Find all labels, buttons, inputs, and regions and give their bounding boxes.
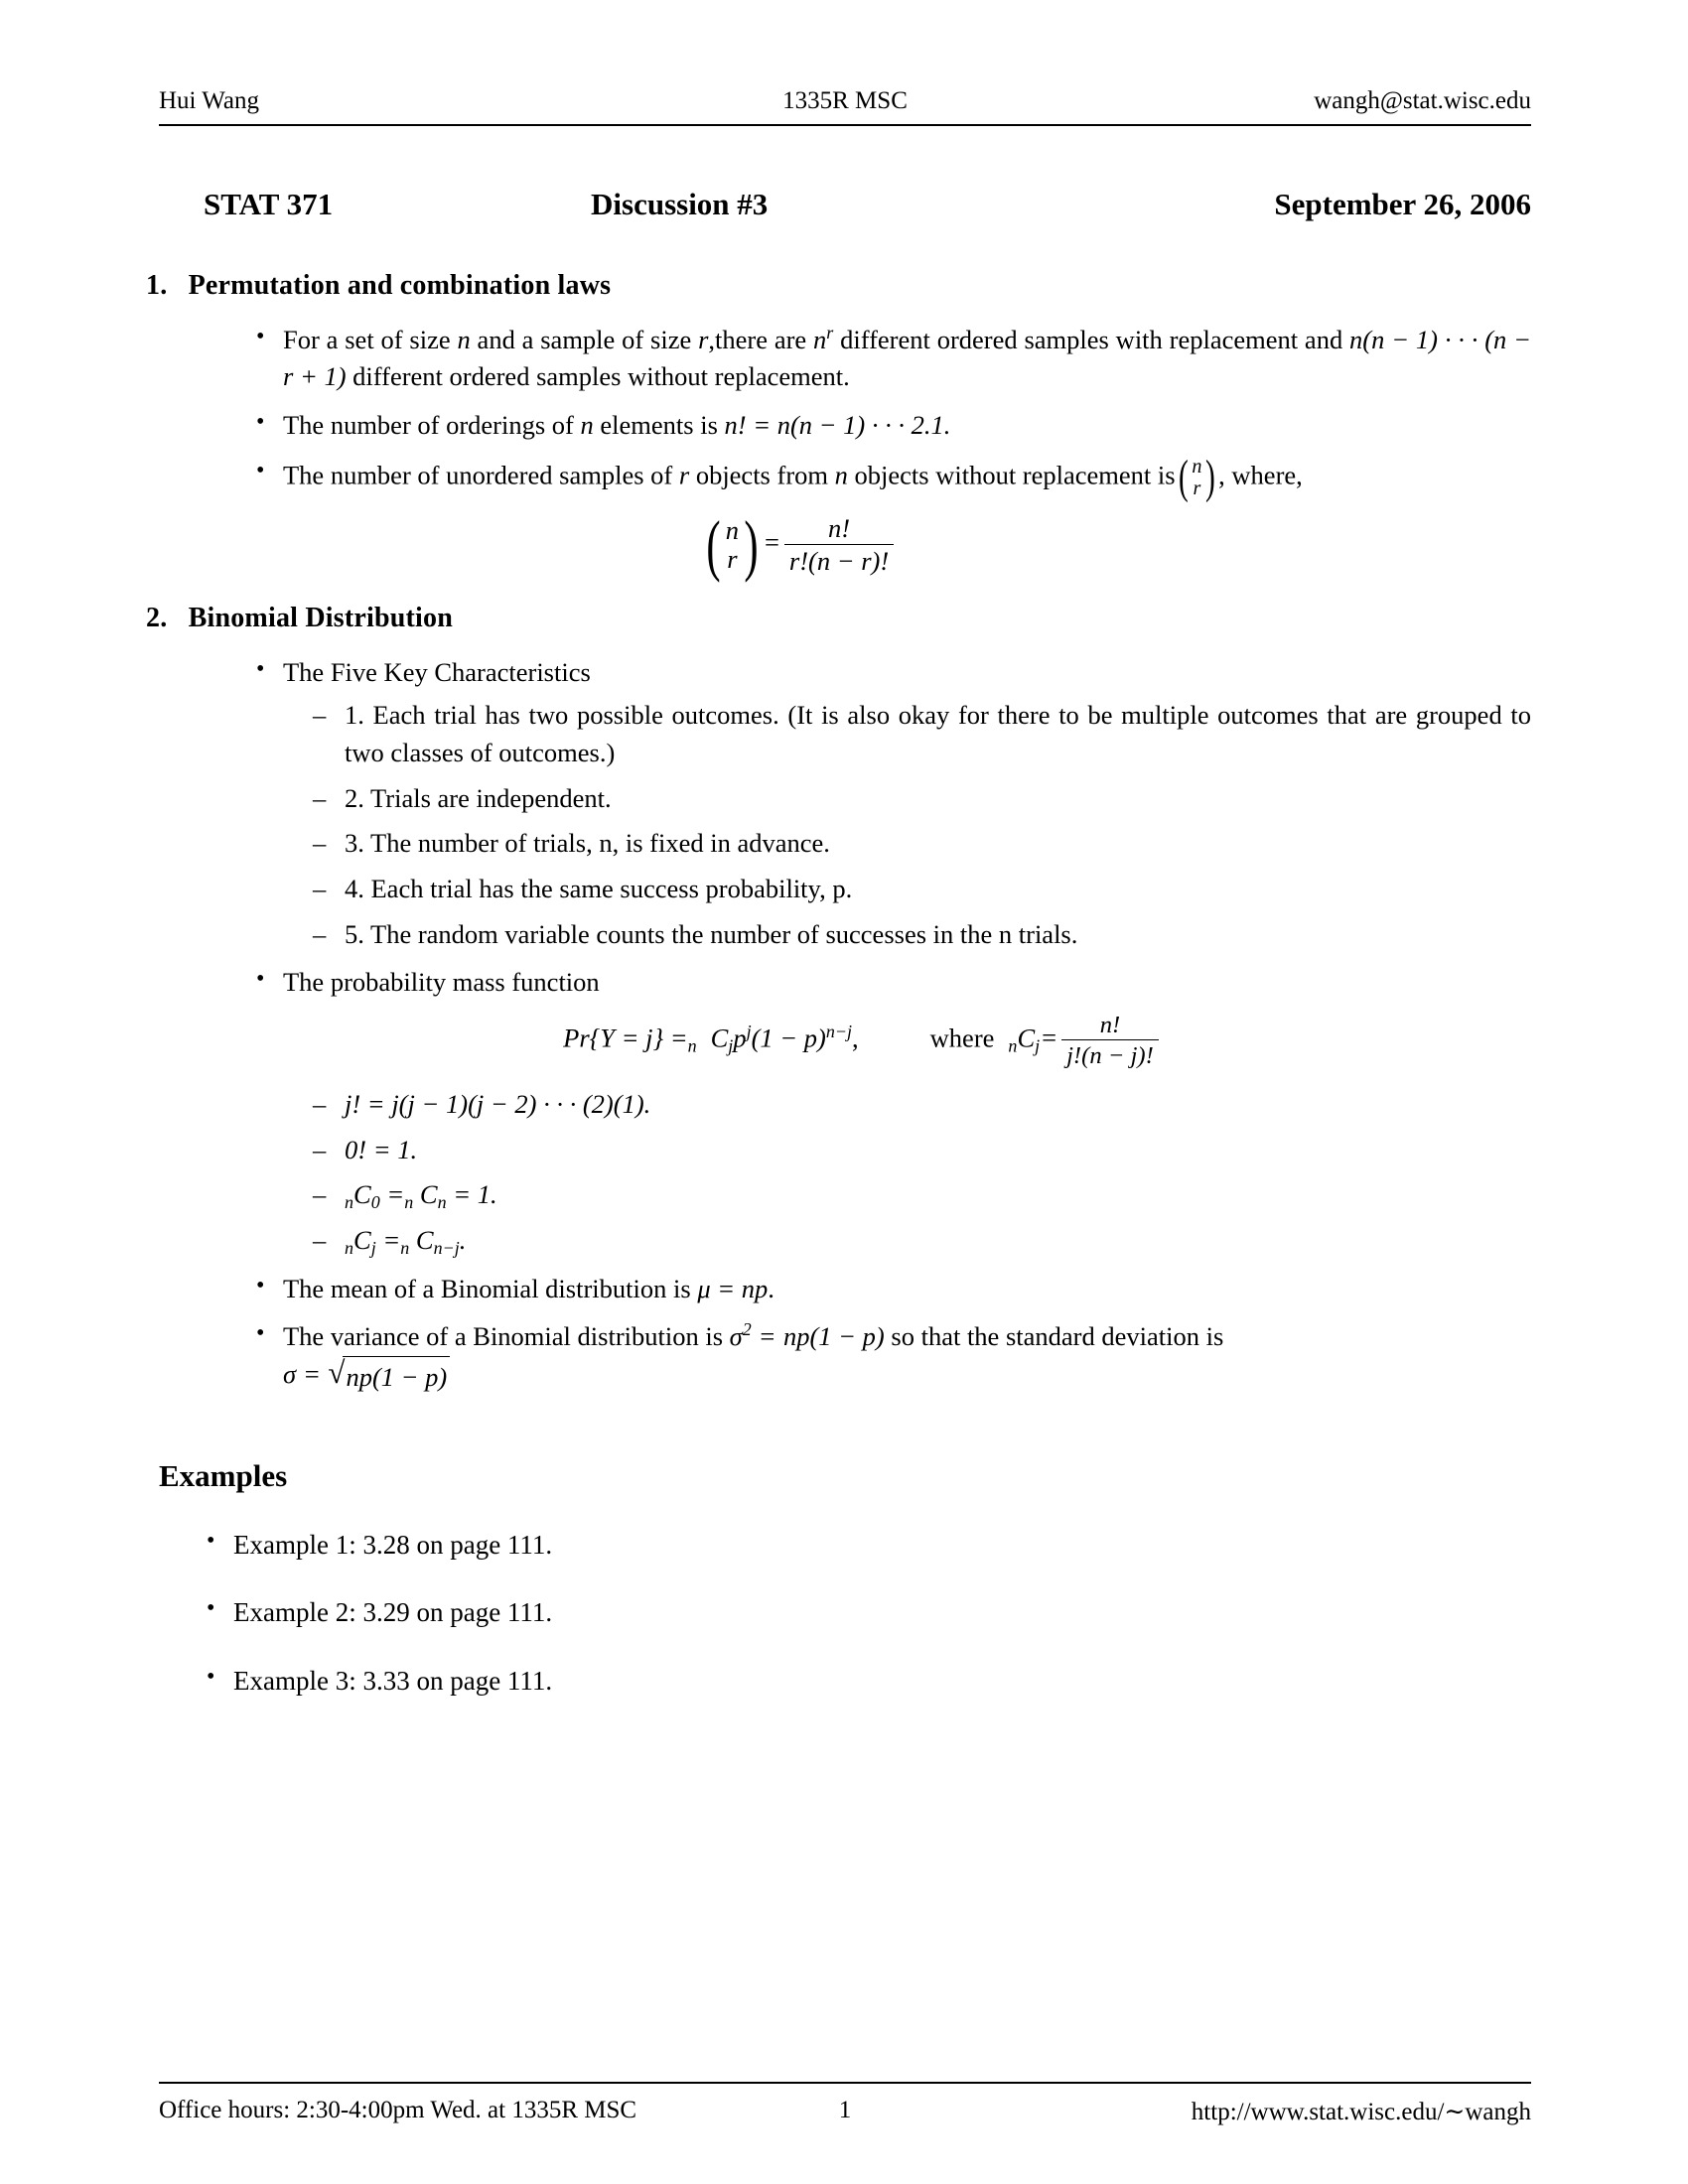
pmf-where-c: C [1017,1023,1036,1053]
pmf-p-exponent: j [746,1021,752,1041]
mean-expression: μ = np [697,1273,769,1303]
pmf-factor: (1 − p) [751,1023,826,1053]
standard-deviation-sqrt [328,1356,450,1397]
equals-sign: = [764,527,779,558]
mean-post: . [768,1273,774,1303]
b2-var-n: n [580,410,594,440]
display-binom-left-paren: ( [706,507,721,584]
example-item: • Example 3: 3.33 on page 111. [0,1662,1688,1700]
numbered-section-list [0,266,1688,1397]
bullet-probability-mass-function [0,964,1688,1259]
radical-sign-icon: √ [328,1355,346,1391]
pmf-factor-exponent: n−j [825,1021,853,1041]
b1-expr: n(n − 1) · · · (n − r + 1) [283,324,1531,392]
section-binomial-distribution [0,599,1688,1397]
b3-mid1: objects from [689,460,835,490]
display-binomial-coefficient [702,507,763,584]
pmf-fraction-numerator: n! [1099,1011,1121,1038]
pmf-note-ncr-symmetry: $_nC_j =_n$ $C_{n-j}$. [345,1224,467,1258]
characteristics-label: The Five Key Characteristics [283,656,591,687]
page-number: 1 [838,2097,852,2123]
characteristic-item: – 1. Each trial has two possible outcomes. (It is also okay for there to be multiple outcomes that are grouped to two classes of outcomes.) [283,697,1531,771]
binom-bottom: r [1193,478,1201,500]
b3-post: , where, [1218,460,1303,490]
document-date: September 26, 2006 [1274,187,1531,221]
pmf-where-text: where [929,1023,995,1053]
variance-exponent: 2 [742,1319,752,1340]
b1-pre: For a set of size [283,324,458,354]
display-binom-bottom: r [727,544,738,575]
variance-mid: so that the standard deviation is [884,1321,1224,1352]
display-binom-stack [725,516,740,575]
pmf-equals: = [1042,1023,1057,1053]
characteristic-item: – 3. The number of trials, n, is fixed in advance. [283,825,1531,863]
section-permutation [0,266,1688,584]
pmf-where-c-subscript: j [1035,1035,1041,1056]
page-header [159,87,1531,115]
b1-post: different ordered samples without replacement. [346,361,850,392]
fraction-denominator: r!(n − r)! [784,544,894,577]
pmf-fraction [1061,1012,1159,1070]
section-1-title: Permutation and combination laws [188,270,612,301]
pmf-comma: , [852,1023,859,1053]
ncn-sub-n2: n [437,1192,447,1213]
pmf-fraction-denominator: j!(n − j)! [1061,1039,1159,1070]
ncj-sub-j: j [370,1237,376,1258]
bullet-mean [0,1271,1688,1308]
bullet-ordered-samples [0,322,1688,396]
pmf-p-base: p [733,1023,747,1053]
fraction-numerator: n! [828,512,851,543]
b1-power-base: n [813,324,827,354]
b3-var-r: r [678,460,690,490]
characteristic-item: – 4. Each trial has the same success probability, p. [283,871,1531,908]
variance-pre: The variance of a Binomial distribution is [283,1321,730,1352]
pmf-note-math: j! = j(j − 1)(j − 2) · · · (2)(1). [345,1089,651,1119]
b1-mid3: different ordered samples with replacement and [833,324,1350,354]
display-binom-right-paren: ) [744,507,759,584]
display-binom-top: n [725,514,739,545]
pmf-c-subscript: j [728,1035,734,1056]
variance-expression: np(1 − p) [782,1321,885,1352]
pmf-lhs: Pr{Y = j} = [563,1023,688,1053]
pmf-c-symbol: C [710,1023,729,1053]
characteristics-list [283,697,1531,953]
examples-list [0,1526,1688,1700]
b3-pre: The number of unordered samples of [283,460,679,490]
bullet-five-key-characteristics [0,654,1688,953]
section-1-bullets [0,322,1688,503]
website-url[interactable]: http://www.stat.wisc.edu/∼wangh [1191,2099,1531,2125]
ncn-sub-n: n [404,1192,414,1213]
sqrt-radicand: np(1 − p) [343,1356,450,1397]
pmf-note-item [283,1086,1531,1124]
variance-sigma: σ [729,1321,743,1352]
factorial-fraction [784,514,894,577]
nc0-sub-0: 0 [370,1192,380,1213]
bullet-orderings [0,407,1688,445]
binom-left-paren: ( [1178,451,1189,503]
b3-mid2: objects without replacement is [847,460,1176,490]
example-item: • Example 2: 3.29 on page 111. [0,1593,1688,1631]
example-item: • Example 1: 3.28 on page 111. [0,1526,1688,1564]
ncnj-sub-n: n [400,1237,410,1258]
pmf-note-math: 0! = 1. [345,1134,418,1164]
footer-rule [159,2082,1531,2084]
section-1-number: 1. [146,270,168,301]
mean-pre: The mean of a Binomial distribution is [283,1273,698,1303]
bullet-unordered-samples [0,451,1688,503]
ncj-sub-n: n [345,1237,354,1258]
bullet-variance [0,1318,1688,1397]
characteristic-item: – 2. Trials are independent. [283,780,1531,818]
b3-var-n: n [834,460,848,490]
discussion-title: Discussion #3 [591,187,769,221]
b2-mid: elements is [593,410,725,440]
nc0-sub-n: n [345,1192,354,1213]
inline-binomial-coefficient [1176,451,1219,503]
sd-equals: = [298,1358,327,1389]
section-1-heading [146,266,1688,306]
pmf-note-item [283,1176,1531,1214]
b1-mid1: and a sample of size [470,324,699,354]
pmf-note-item [283,1222,1531,1260]
pmf-lhs-subscript: n [687,1035,697,1056]
document-body [0,266,1688,1729]
pmf-notes-list [283,1086,1531,1260]
section-2-number: 2. [146,603,168,634]
b1-mid2: ,there are [708,324,814,354]
header-author: Hui Wang [159,87,259,114]
pmf-note-ncr-zero: $_nC_0 =_n$ $C_n = 1$. [345,1179,497,1213]
pmf-note-item [283,1132,1531,1169]
b1-power-exp: r [826,322,834,342]
header-email: wangh@stat.wisc.edu [1314,87,1531,114]
ncnj-sub-nj: n−j [433,1237,460,1258]
b2-expr: n! = n(n − 1) · · · 2.1. [724,410,951,440]
office-hours: Office hours: 2:30-4:00pm Wed. at 1335R MSC [159,2097,637,2123]
b1-var-r: r [698,324,709,354]
header-office: 1335R MSC [782,87,908,114]
examples-heading: Examples [159,1457,288,1493]
course-title: STAT 371 [204,187,334,221]
binomial-coefficient-equation [0,507,1688,584]
pmf-where-subscript: n [1008,1035,1018,1056]
section-2-title: Binomial Distribution [188,603,453,634]
binom-right-paren: ) [1205,451,1216,503]
binom-top: n [1192,455,1202,478]
section-2-heading [146,599,1688,638]
b2-pre: The number of orderings of [283,410,581,440]
variance-equals: = [753,1321,781,1352]
pmf-equation [283,1012,1531,1070]
sd-sigma: σ [283,1358,297,1389]
binom-stack [1191,456,1202,500]
characteristic-item: – 5. The random variable counts the number of successes in the n trials. [283,916,1531,954]
pmf-label: The probability mass function [283,967,600,998]
b1-var-n: n [457,324,471,354]
section-2-bullets [0,654,1688,1397]
header-rule [159,124,1531,126]
